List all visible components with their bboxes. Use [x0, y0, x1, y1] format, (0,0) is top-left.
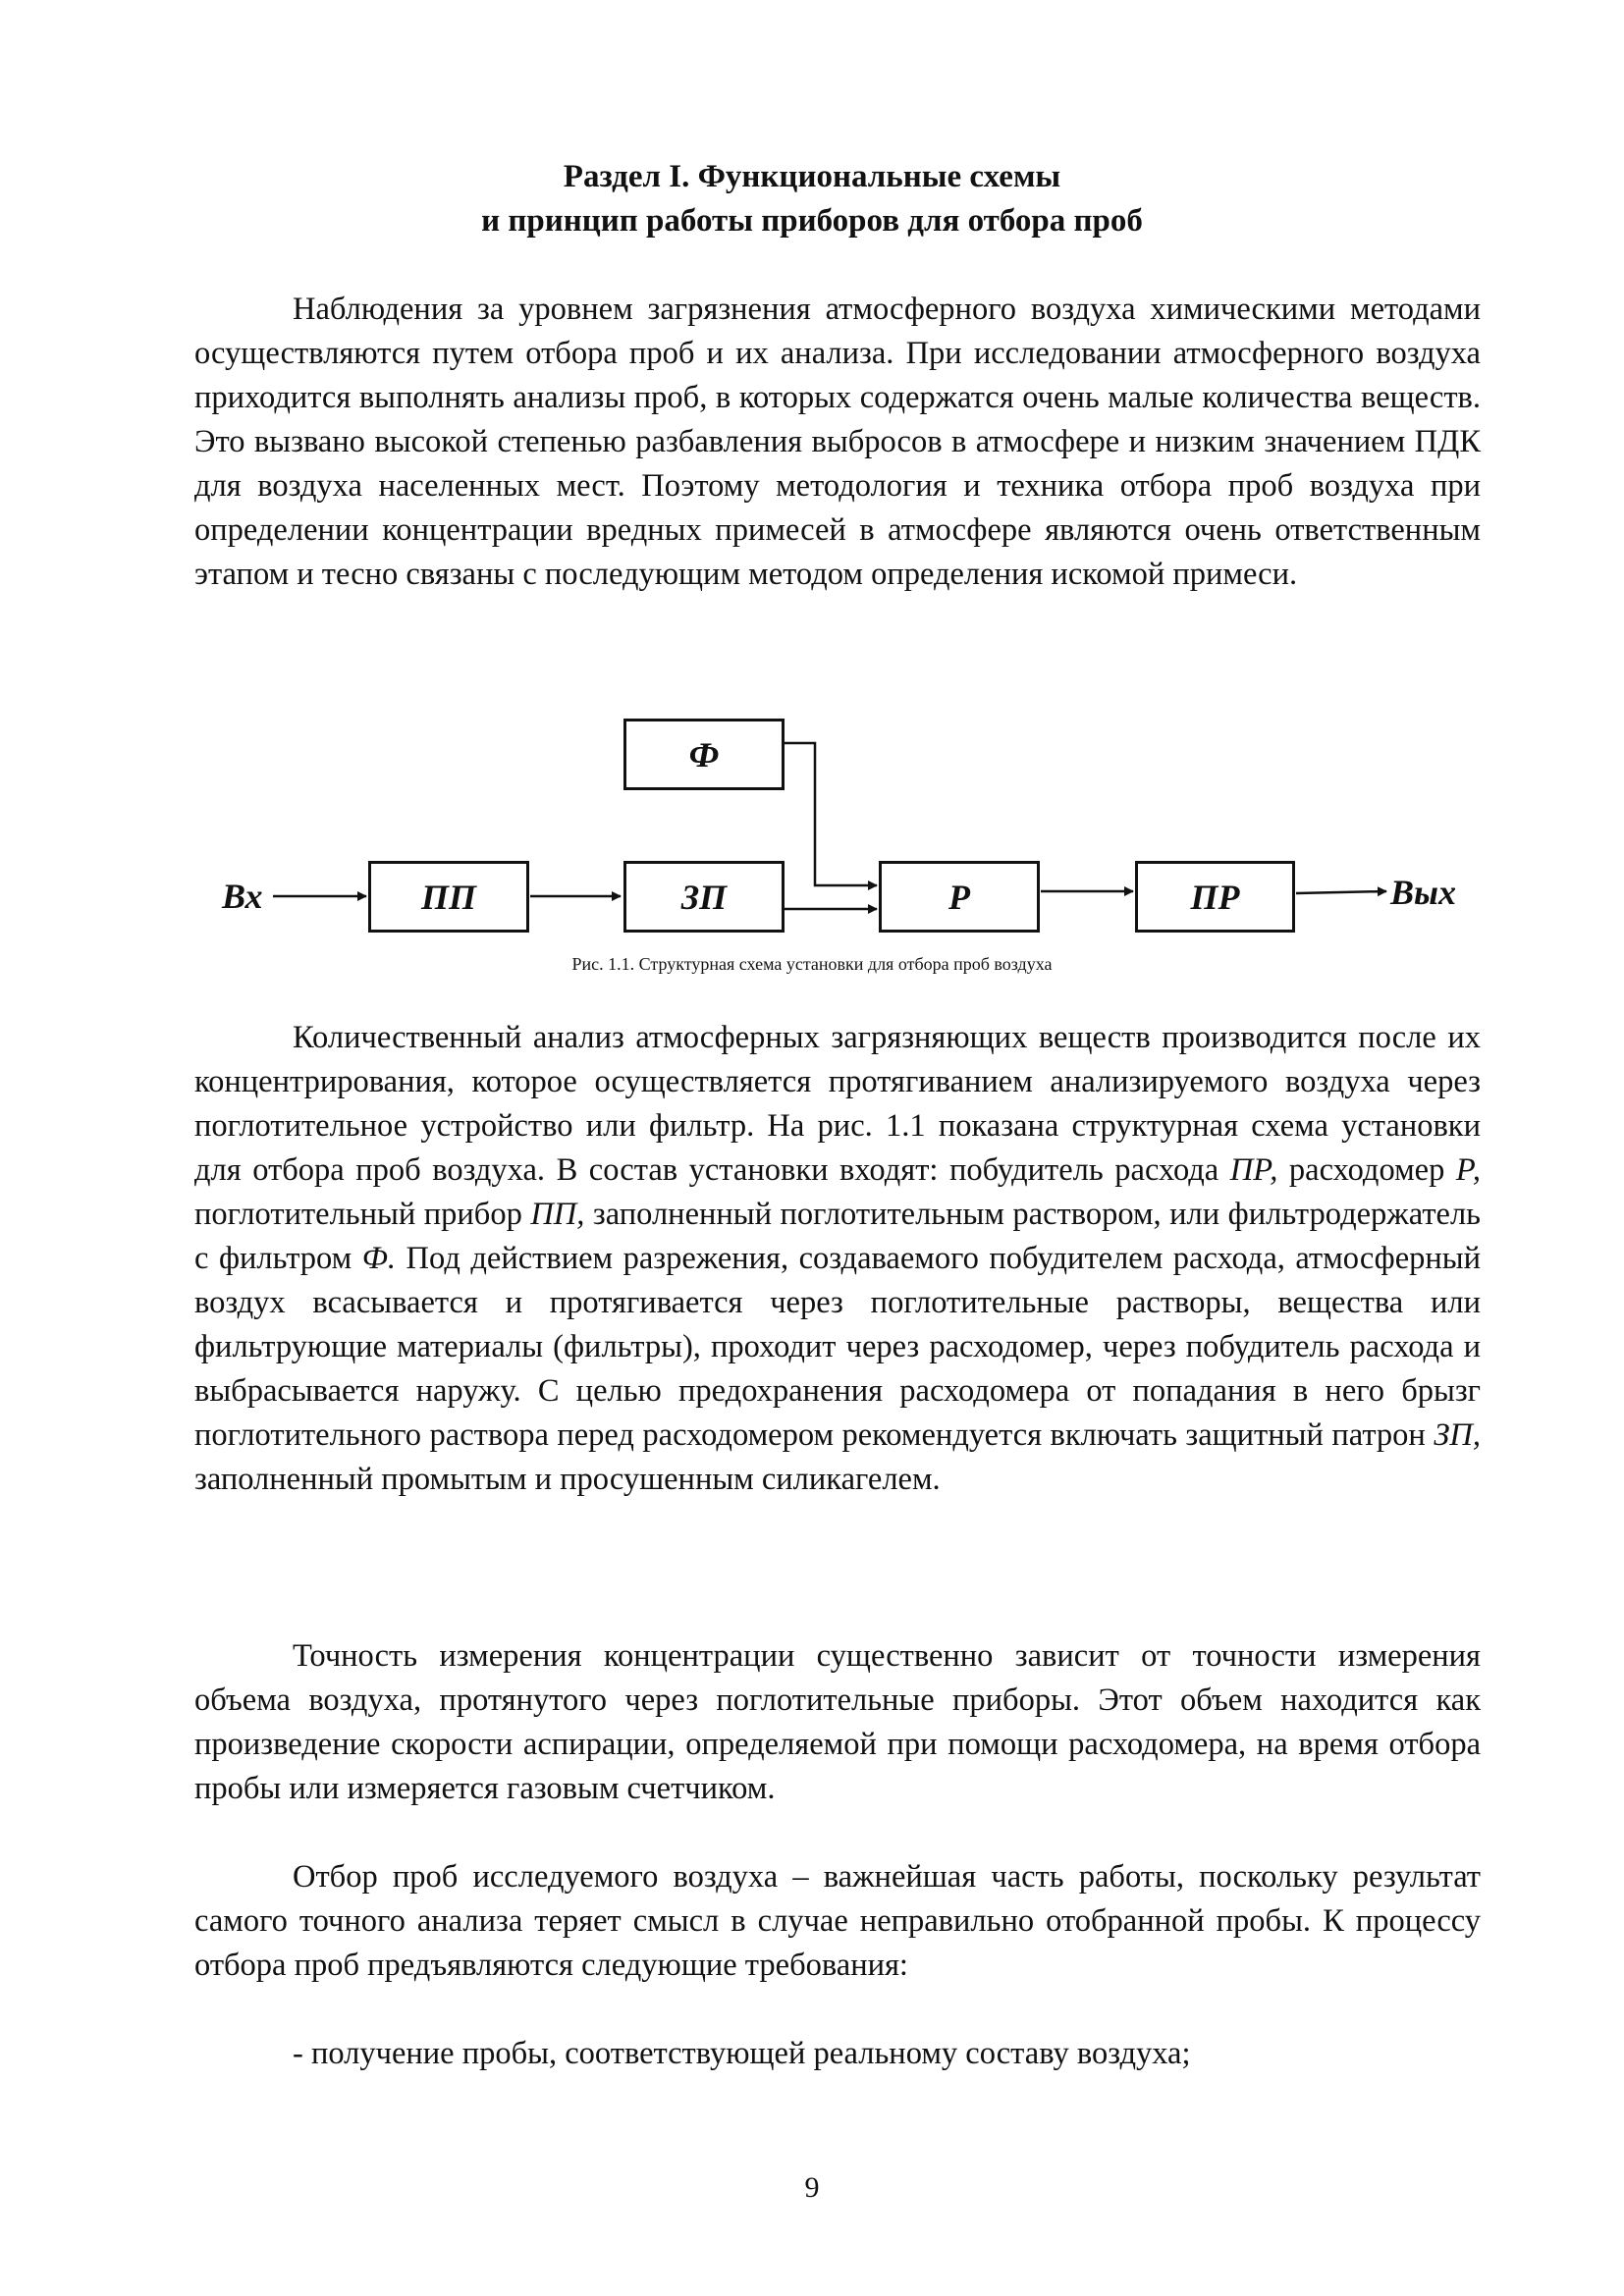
text-run: поглотительный прибор	[194, 1197, 531, 1232]
term-protective-cartridge: ЗП,	[1434, 1417, 1481, 1453]
page-number: 9	[804, 2171, 820, 2204]
section-title	[0, 155, 1624, 243]
block-filter-label: Ф	[688, 734, 720, 774]
block-flow-inducer	[1135, 861, 1295, 933]
figure-caption: Рис. 1.1. Структурная схема установки для отбора проб воздуха	[571, 954, 1053, 974]
block-flowmeter	[879, 861, 1040, 933]
paragraph-sampling-requirements: Отбор проб исследуемого воздуха – важнейшая часть работы, поскольку результат самого точного анализа теряет смысл в случае неправильно отобранной пробы. К процессу отбора проб предъявляются следующие требования:	[194, 1859, 1481, 1983]
block-protective-cartridge	[623, 861, 785, 933]
block-flowmeter-label: Р	[948, 877, 970, 917]
paragraph-quantitative-analysis	[194, 1016, 1481, 1502]
text-run: Под действием разрежения, создаваемого побудителем расхода, атмосферный воздух всасывается и протягивается через поглотительные растворы, вещества или фильтрующие материалы (фильтры), проходит через расходомер, через побудитель расхода и выбрасывается наружу. С целью предохранения расходомера от попадания в него брызг поглотительного раствора перед расходомером рекомендуется включать защитный патрон	[194, 1241, 1481, 1453]
output-label: Вых	[1390, 873, 1456, 912]
section-title-line-2: и принцип работы приборов для отбора проб	[481, 203, 1143, 239]
requirement-list-item: - получение пробы, соответствующей реальному составу воздуха;	[293, 2036, 1191, 2071]
block-filter	[623, 719, 785, 790]
input-label: Вх	[222, 877, 263, 916]
block-absorber-label: ПП	[420, 877, 476, 917]
arrow-filter-to-r	[785, 743, 877, 885]
term-flowmeter: Р,	[1455, 1152, 1481, 1188]
term-filter: Ф.	[361, 1241, 397, 1276]
term-absorber: ПП,	[530, 1197, 585, 1232]
paragraph-intro: Наблюдения за уровнем загрязнения атмосферного воздуха химическими методами осуществляются путем отбора проб и их анализа. При исследовании атмосферного воздуха приходится выполнять анализы проб, в которых содержатся очень малые количества веществ. Это вызвано высокой степенью разбавления выбросов в атмосфере и низким значением ПДК для воздуха населенных мест. Поэтому методология и техника отбора проб воздуха при определении концентрации вредных примесей в атмосфере являются очень ответственным этапом и тесно связаны с последующим методом определения искомой примеси.	[194, 292, 1481, 592]
term-flow-inducer: ПР,	[1229, 1152, 1278, 1188]
text-run: заполненный промытым и просушенным силикагелем.	[194, 1462, 941, 1497]
block-flow-inducer-label: ПР	[1190, 877, 1240, 917]
text-run: заполненный поглотительным раствором, или фильтродержатель с фильтром	[194, 1197, 1482, 1276]
section-title-line-1: Раздел I. Функциональные схемы	[563, 159, 1061, 194]
block-absorber	[368, 861, 529, 933]
text-run: расходомер	[1277, 1152, 1456, 1188]
arrow-pr-to-output	[1296, 891, 1386, 893]
text-run: Количественный анализ атмосферных загрязняющих веществ производится после их концентрирования, которое осуществляется протягиванием анализируемого воздуха через поглотительное устройство или фильтр. На рис. 1.1 показана структурная схема установки для отбора проб воздуха. В состав установки входят: побудитель расхода	[194, 1020, 1481, 1188]
paragraph-measurement-accuracy: Точность измерения концентрации существенно зависит от точности измерения объема воздуха, протянутого через поглотительные приборы. Этот объем находится как произведение скорости аспирации, определяемой при помощи расходомера, на время отбора пробы или измеряется газовым счетчиком.	[194, 1638, 1481, 1806]
block-protective-cartridge-label: ЗП	[680, 877, 728, 917]
